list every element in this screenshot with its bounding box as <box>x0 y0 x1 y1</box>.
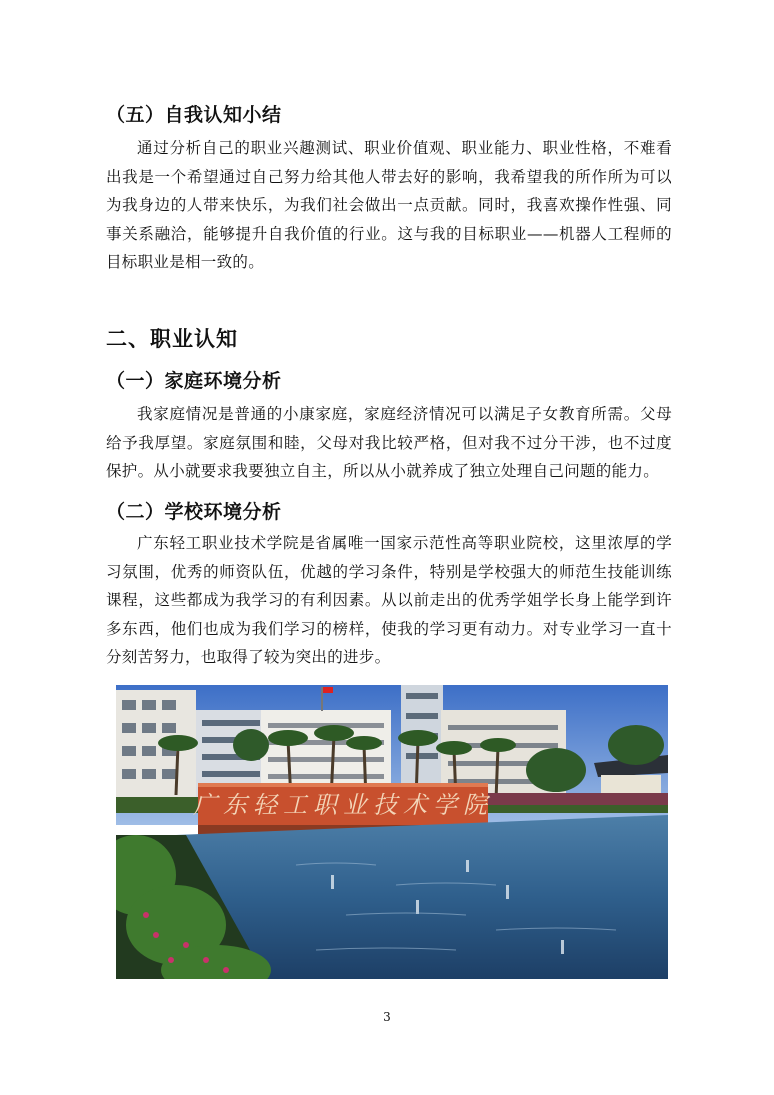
section-5-heading: （五）自我认知小结 <box>106 104 282 126</box>
campus-sign-text: 广东轻工职业技术学院 <box>193 791 493 819</box>
section-5-paragraph: 通过分析自己的职业兴趣测试、职业价值观、职业能力、职业性格，不难看出我是一个希望通过自己努力给其他人带去好的影响，我希望我的所作所为可以为我身边的人带来快乐，为我们社会做出一点贡献。同时，我喜欢操作性强、同事关系融洽，能够提升自我价值的行业。这与我的目标职业——机器人工程师的目标职业是相一致的。 <box>106 139 672 271</box>
section-1-heading: （一）家庭环境分析 <box>106 370 282 392</box>
chapter-2-heading: 二、职业认知 <box>106 327 238 351</box>
section-2-paragraph: 广东轻工职业技术学院是省属唯一国家示范性高等职业院校，这里浓厚的学习氛围，优秀的师资队伍，优越的学习条件，特别是学校强大的师范生技能训练课程，这些都成为我学习的有利因素。从以前走出的优秀学姐学长身上能学到许多东西，他们也成为我们学习的榜样，使我的学习更有动力。对专业学习一直十分刻苦努力，也取得了较为突出的进步。 <box>106 534 672 666</box>
page-number: 3 <box>383 1010 391 1024</box>
campus-photo <box>116 685 668 979</box>
section-2-heading: （二）学校环境分析 <box>106 501 282 523</box>
section-1-paragraph: 我家庭情况是普通的小康家庭，家庭经济情况可以满足子女教育所需。父母给予我厚望。家庭氛围和睦，父母对我比较严格，但对我不过分干涉，也不过度保护。从小就要求我要独立自主，所以从小就养成了独立处理自己问题的能力。 <box>106 405 672 480</box>
